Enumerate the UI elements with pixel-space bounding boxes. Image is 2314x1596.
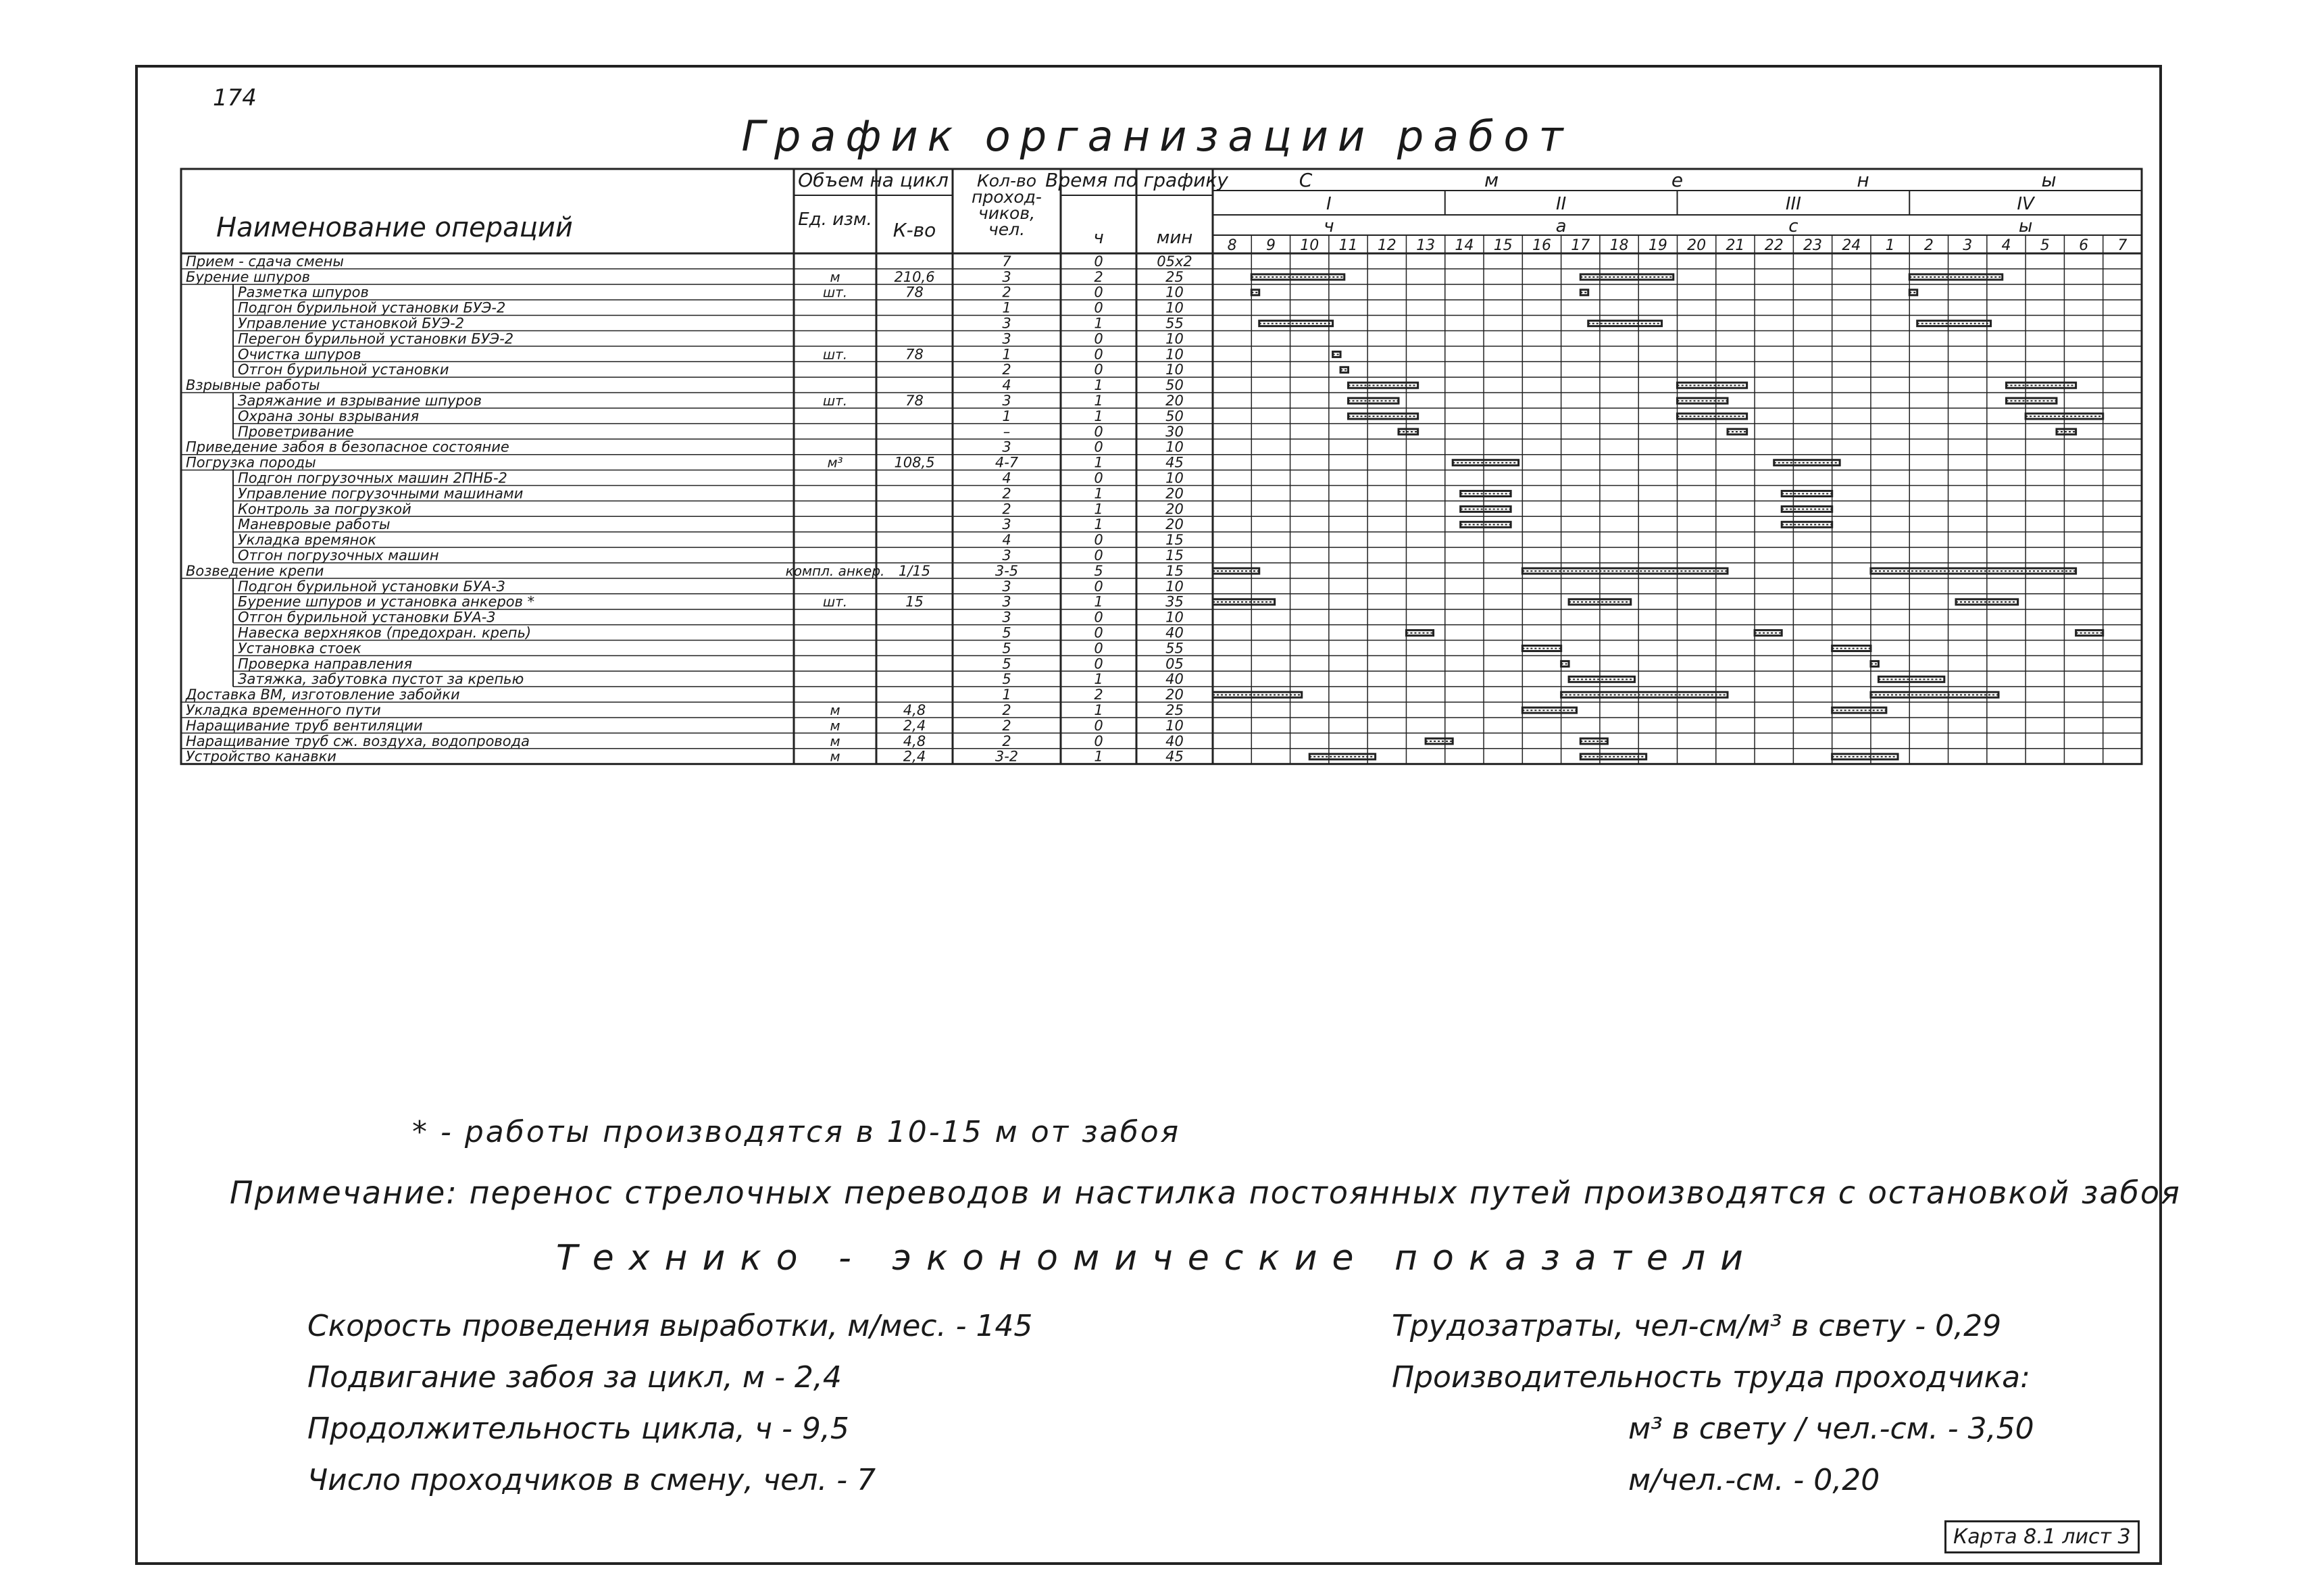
operation-hours: 0 [1094,655,1103,672]
operation-hours: 1 [1094,407,1103,424]
header-shifts-letter: ы [2041,169,2057,191]
indicators-title: Технико - экономические показатели [556,1238,1758,1278]
hour-label: 10 [1300,237,1319,254]
hour-label: 21 [1726,237,1745,254]
operation-workers: 2 [1002,485,1011,502]
operation-workers: 5 [1002,655,1011,672]
operation-name: Бурение шпуров [186,268,310,285]
operation-qty: 210,6 [894,268,935,285]
operation-minutes: 50 [1165,377,1184,394]
operation-minutes: 05х2 [1157,253,1192,270]
footnote: * - работы производятся в 10-15 м от забоя [412,1115,1181,1149]
hour-label: 11 [1338,237,1358,254]
operation-minutes: 05 [1165,655,1184,672]
operation-workers: 2 [1002,732,1011,749]
operation-workers: 3 [1002,578,1011,595]
operation-hours: 0 [1094,609,1103,626]
operation-workers: 3 [1002,593,1011,610]
operation-hours: 0 [1094,578,1103,595]
operation-workers: 2 [1002,702,1011,718]
operation-minutes: 10 [1165,346,1184,363]
hour-label: 19 [1648,237,1667,254]
hour-label: 9 [1265,237,1276,254]
operation-minutes: 55 [1165,315,1184,332]
operation-name: Заряжание и взрывание шпуров [238,393,482,409]
operation-name: Прием - сдача смены [186,253,344,270]
operation-minutes: 20 [1165,485,1184,502]
operation-minutes: 20 [1165,516,1184,533]
operation-name: Бурение шпуров и установка анкеров * [238,593,535,610]
operation-workers: 1 [1002,346,1011,363]
header-time: Время по графику [1045,169,1228,191]
operation-name: Управление установкой БУЭ-2 [238,315,465,332]
operation-hours: 1 [1094,748,1103,765]
operation-workers: 1 [1002,407,1011,424]
operation-minutes: 10 [1165,439,1184,455]
header-hours-letter: ы [2018,216,2033,236]
operation-minutes: 50 [1165,407,1184,424]
operation-minutes: 25 [1165,268,1184,285]
operation-workers: 3-2 [995,748,1019,765]
hour-label: 20 [1687,237,1707,254]
operation-minutes: 10 [1165,299,1184,316]
operation-name: Отгон бурильной установки [238,361,449,378]
hour-label: 7 [2117,237,2128,254]
operation-name: Устройство канавки [186,748,336,765]
operation-name: Проверка направления [238,655,413,672]
header-hours: ч [1093,228,1104,248]
operation-qty: 1/15 [898,562,931,579]
operation-name: Разметка шпуров [238,284,369,301]
indicator-advance: Подвигание забоя за цикл, м - 2,4 [307,1360,842,1395]
operation-hours: 0 [1094,547,1103,564]
operation-qty: 78 [905,393,924,409]
operation-hours: 1 [1094,516,1103,533]
operation-hours: 0 [1094,346,1103,363]
shift-label: IV [2017,194,2034,214]
operation-workers: 5 [1002,624,1011,641]
header-name: Наименование операций [216,212,573,243]
operation-unit: м [830,268,840,285]
schedule-bar [1213,568,1259,574]
operation-unit: шт. [822,393,848,409]
operation-hours: 1 [1094,671,1103,688]
operation-minutes: 20 [1165,393,1184,409]
operation-hours: 1 [1094,377,1103,394]
operation-workers: 2 [1002,361,1011,378]
operation-minutes: 40 [1165,671,1184,688]
operation-unit: м [830,732,840,749]
operation-workers: 3 [1002,268,1011,285]
schedule-bar [1871,692,1998,697]
operation-hours: 0 [1094,732,1103,749]
operation-workers: 3-5 [995,562,1019,579]
header-shifts-letter: н [1857,169,1869,191]
operation-hours: 0 [1094,470,1103,487]
operation-workers: 4 [1002,377,1011,394]
operation-workers: 2 [1002,284,1011,301]
operation-name: Подгон бурильной установки БУА-3 [238,578,506,595]
operation-workers: – [1003,423,1011,440]
operation-hours: 1 [1094,393,1103,409]
operation-hours: 1 [1094,593,1103,610]
operation-hours: 0 [1094,423,1103,440]
shift-label: II [1555,194,1567,214]
indicators-right [1392,1301,2034,1506]
hour-label: 4 [2001,237,2011,254]
hour-label: 1 [1885,237,1895,254]
operation-unit: шт. [822,593,848,610]
operation-unit: компл. анкер. [785,562,885,579]
indicator-productivity-volume: м³ в свету / чел.-см. - 3,50 [1628,1412,2034,1446]
indicator-labor: Трудозатраты, чел-см/м³ в свету - 0,29 [1392,1309,2002,1343]
operation-minutes: 45 [1165,748,1184,765]
operation-hours: 0 [1094,330,1103,347]
operation-hours: 0 [1094,299,1103,316]
operation-minutes: 10 [1165,717,1184,734]
operation-name: Доставка ВМ, изготовление забойки [186,687,460,703]
hour-label: 6 [2079,237,2089,254]
operation-workers: 2 [1002,717,1011,734]
operation-workers: 1 [1002,299,1011,316]
indicator-speed: Скорость проведения выработки, м/мес. - 145 [307,1309,1033,1343]
operation-workers: 1 [1002,687,1011,703]
hour-label: 13 [1416,237,1436,254]
operation-minutes: 10 [1165,284,1184,301]
header-minutes: мин [1156,228,1193,248]
schedule-bar [1678,414,1747,419]
operation-workers: 3 [1002,330,1011,347]
operation-hours: 5 [1094,562,1103,579]
operation-workers: 5 [1002,671,1011,688]
operation-workers: 4 [1002,532,1011,549]
operation-unit: м [830,748,840,765]
operation-name: Подгон погрузочных машин 2ПНБ-2 [238,470,507,487]
operation-name: Приведение забоя в безопасное состояние [186,439,509,455]
operation-name: Укладка временного пути [186,702,381,718]
operation-hours: 0 [1094,717,1103,734]
operation-workers: 2 [1002,501,1011,518]
header-shifts-letter: е [1671,169,1684,191]
operation-workers: 3 [1002,439,1011,455]
operation-hours: 0 [1094,439,1103,455]
header-workers: Кол-во проход-чиков, чел. [972,171,1042,239]
operation-workers: 3 [1002,315,1011,332]
operation-qty: 108,5 [894,454,935,471]
hour-label: 22 [1764,237,1784,254]
hour-label: 16 [1532,237,1551,254]
operation-name: Охрана зоны взрывания [238,407,420,424]
hour-label: 3 [1963,237,1973,254]
indicator-productivity: Производительность труда проходчика: [1392,1360,2030,1395]
operation-workers: 3 [1002,609,1011,626]
operation-minutes: 15 [1165,562,1184,579]
operation-minutes: 15 [1165,532,1184,549]
schedule-bar [1678,382,1747,388]
operation-minutes: 10 [1165,609,1184,626]
operation-workers: 7 [1002,253,1011,270]
shift-label: III [1785,194,1801,214]
operation-name: Контроль за погрузкой [238,501,411,518]
operation-qty: 2,4 [903,748,926,765]
operation-name: Наращивание труб вентиляции [186,717,423,734]
operation-name: Возведение крепи [186,562,324,579]
header-hours-letter: ч [1324,216,1334,236]
operation-hours: 2 [1094,268,1103,285]
operation-qty: 2,4 [903,717,926,734]
hour-label: 17 [1571,237,1590,254]
hour-label: 15 [1493,237,1513,254]
header-shifts-letter: С [1299,169,1313,191]
operation-hours: 1 [1094,702,1103,718]
hour-label: 5 [2040,237,2050,254]
indicators-left [307,1301,1032,1506]
operation-name: Перегон бурильной установки БУЭ-2 [238,330,514,347]
indicator-workers: Число проходчиков в смену, чел. - 7 [307,1463,876,1497]
operation-name: Наращивание труб сж. воздуха, водопровода [186,732,530,749]
hour-label: 14 [1455,237,1474,254]
operation-name: Затяжка, забутовка пустот за крепью [238,671,524,688]
operation-qty: 4,8 [903,732,926,749]
note: Примечание: перенос стрелочных переводов и настилка постоянных путей производятся с остановкой забоя [230,1174,2181,1211]
operation-minutes: 45 [1165,454,1184,471]
operation-workers: 3 [1002,547,1011,564]
operation-minutes: 40 [1165,732,1184,749]
operation-workers: 4-7 [995,454,1019,471]
operation-minutes: 15 [1165,547,1184,564]
operation-qty: 4,8 [903,702,926,718]
operation-hours: 0 [1094,640,1103,657]
operation-qty: 78 [905,284,924,301]
hour-label: 12 [1377,237,1397,254]
operation-name: Маневровые работы [238,516,391,533]
schedule-bar [2006,382,2076,388]
operation-hours: 2 [1094,687,1103,703]
schedule-bar [1349,414,1418,419]
header-qty: К-во [892,219,936,241]
header-hours-letter: а [1555,216,1567,236]
operation-name: Управление погрузочными машинами [238,485,524,502]
operation-workers: 3 [1002,393,1011,409]
operation-minutes: 20 [1165,687,1184,703]
operation-name: Укладка времянок [238,532,376,549]
shift-label: I [1326,194,1332,214]
operation-minutes: 20 [1165,501,1184,518]
hour-label: 2 [1923,237,1934,254]
operation-name: Подгон бурильной установки БУЭ-2 [238,299,506,316]
operation-minutes: 35 [1165,593,1184,610]
operation-name: Взрывные работы [186,377,320,394]
operation-name: Отгон бурильной установки БУА-3 [238,609,496,626]
page-number: 174 [213,84,257,111]
operation-minutes: 30 [1165,423,1184,440]
header-shifts-letter: м [1484,169,1499,191]
operation-workers: 3 [1002,516,1011,533]
operation-minutes: 25 [1165,702,1184,718]
hour-label: 24 [1842,237,1861,254]
hour-label: 23 [1803,237,1823,254]
operation-minutes: 10 [1165,361,1184,378]
operation-unit: шт. [822,346,848,363]
header-hours-letter: с [1788,216,1799,236]
operation-name: Проветривание [238,423,355,440]
operation-minutes: 10 [1165,578,1184,595]
operation-name: Очистка шпуров [238,346,361,363]
card-label: Карта 8.1 лист 3 [1944,1520,2140,1553]
page-title: График организации работ [741,111,1573,161]
operation-hours: 1 [1094,454,1103,471]
hour-label: 8 [1227,237,1237,254]
operation-unit: м [830,702,840,718]
operation-workers: 4 [1002,470,1011,487]
indicator-productivity-length: м/чел.-см. - 0,20 [1628,1463,1880,1497]
operation-hours: 0 [1094,284,1103,301]
operation-minutes: 40 [1165,624,1184,641]
operation-qty: 78 [905,346,924,363]
operation-hours: 0 [1094,361,1103,378]
operation-minutes: 55 [1165,640,1184,657]
operation-workers: 5 [1002,640,1011,657]
operation-unit: м [830,717,840,734]
header-unit: Ед. изм. [798,209,872,230]
indicator-cycle: Продолжительность цикла, ч - 9,5 [307,1412,849,1446]
operation-qty: 15 [905,593,924,610]
operation-hours: 1 [1094,501,1103,518]
operation-unit: м³ [827,454,843,471]
operation-name: Навеска верхняков (предохран. крепь) [238,624,532,641]
operation-hours: 1 [1094,315,1103,332]
header-volume: Объем на цикл [798,169,949,191]
operation-hours: 0 [1094,532,1103,549]
operation-hours: 0 [1094,624,1103,641]
operation-hours: 0 [1094,253,1103,270]
schedule-bar [1349,382,1418,388]
hour-label: 18 [1609,237,1629,254]
operation-unit: шт. [822,284,848,301]
operation-name: Установка стоек [238,640,361,657]
operation-minutes: 10 [1165,330,1184,347]
operation-name: Отгон погрузочных машин [238,547,439,564]
operation-hours: 1 [1094,485,1103,502]
operation-name: Погрузка породы [186,454,316,471]
operation-minutes: 10 [1165,470,1184,487]
